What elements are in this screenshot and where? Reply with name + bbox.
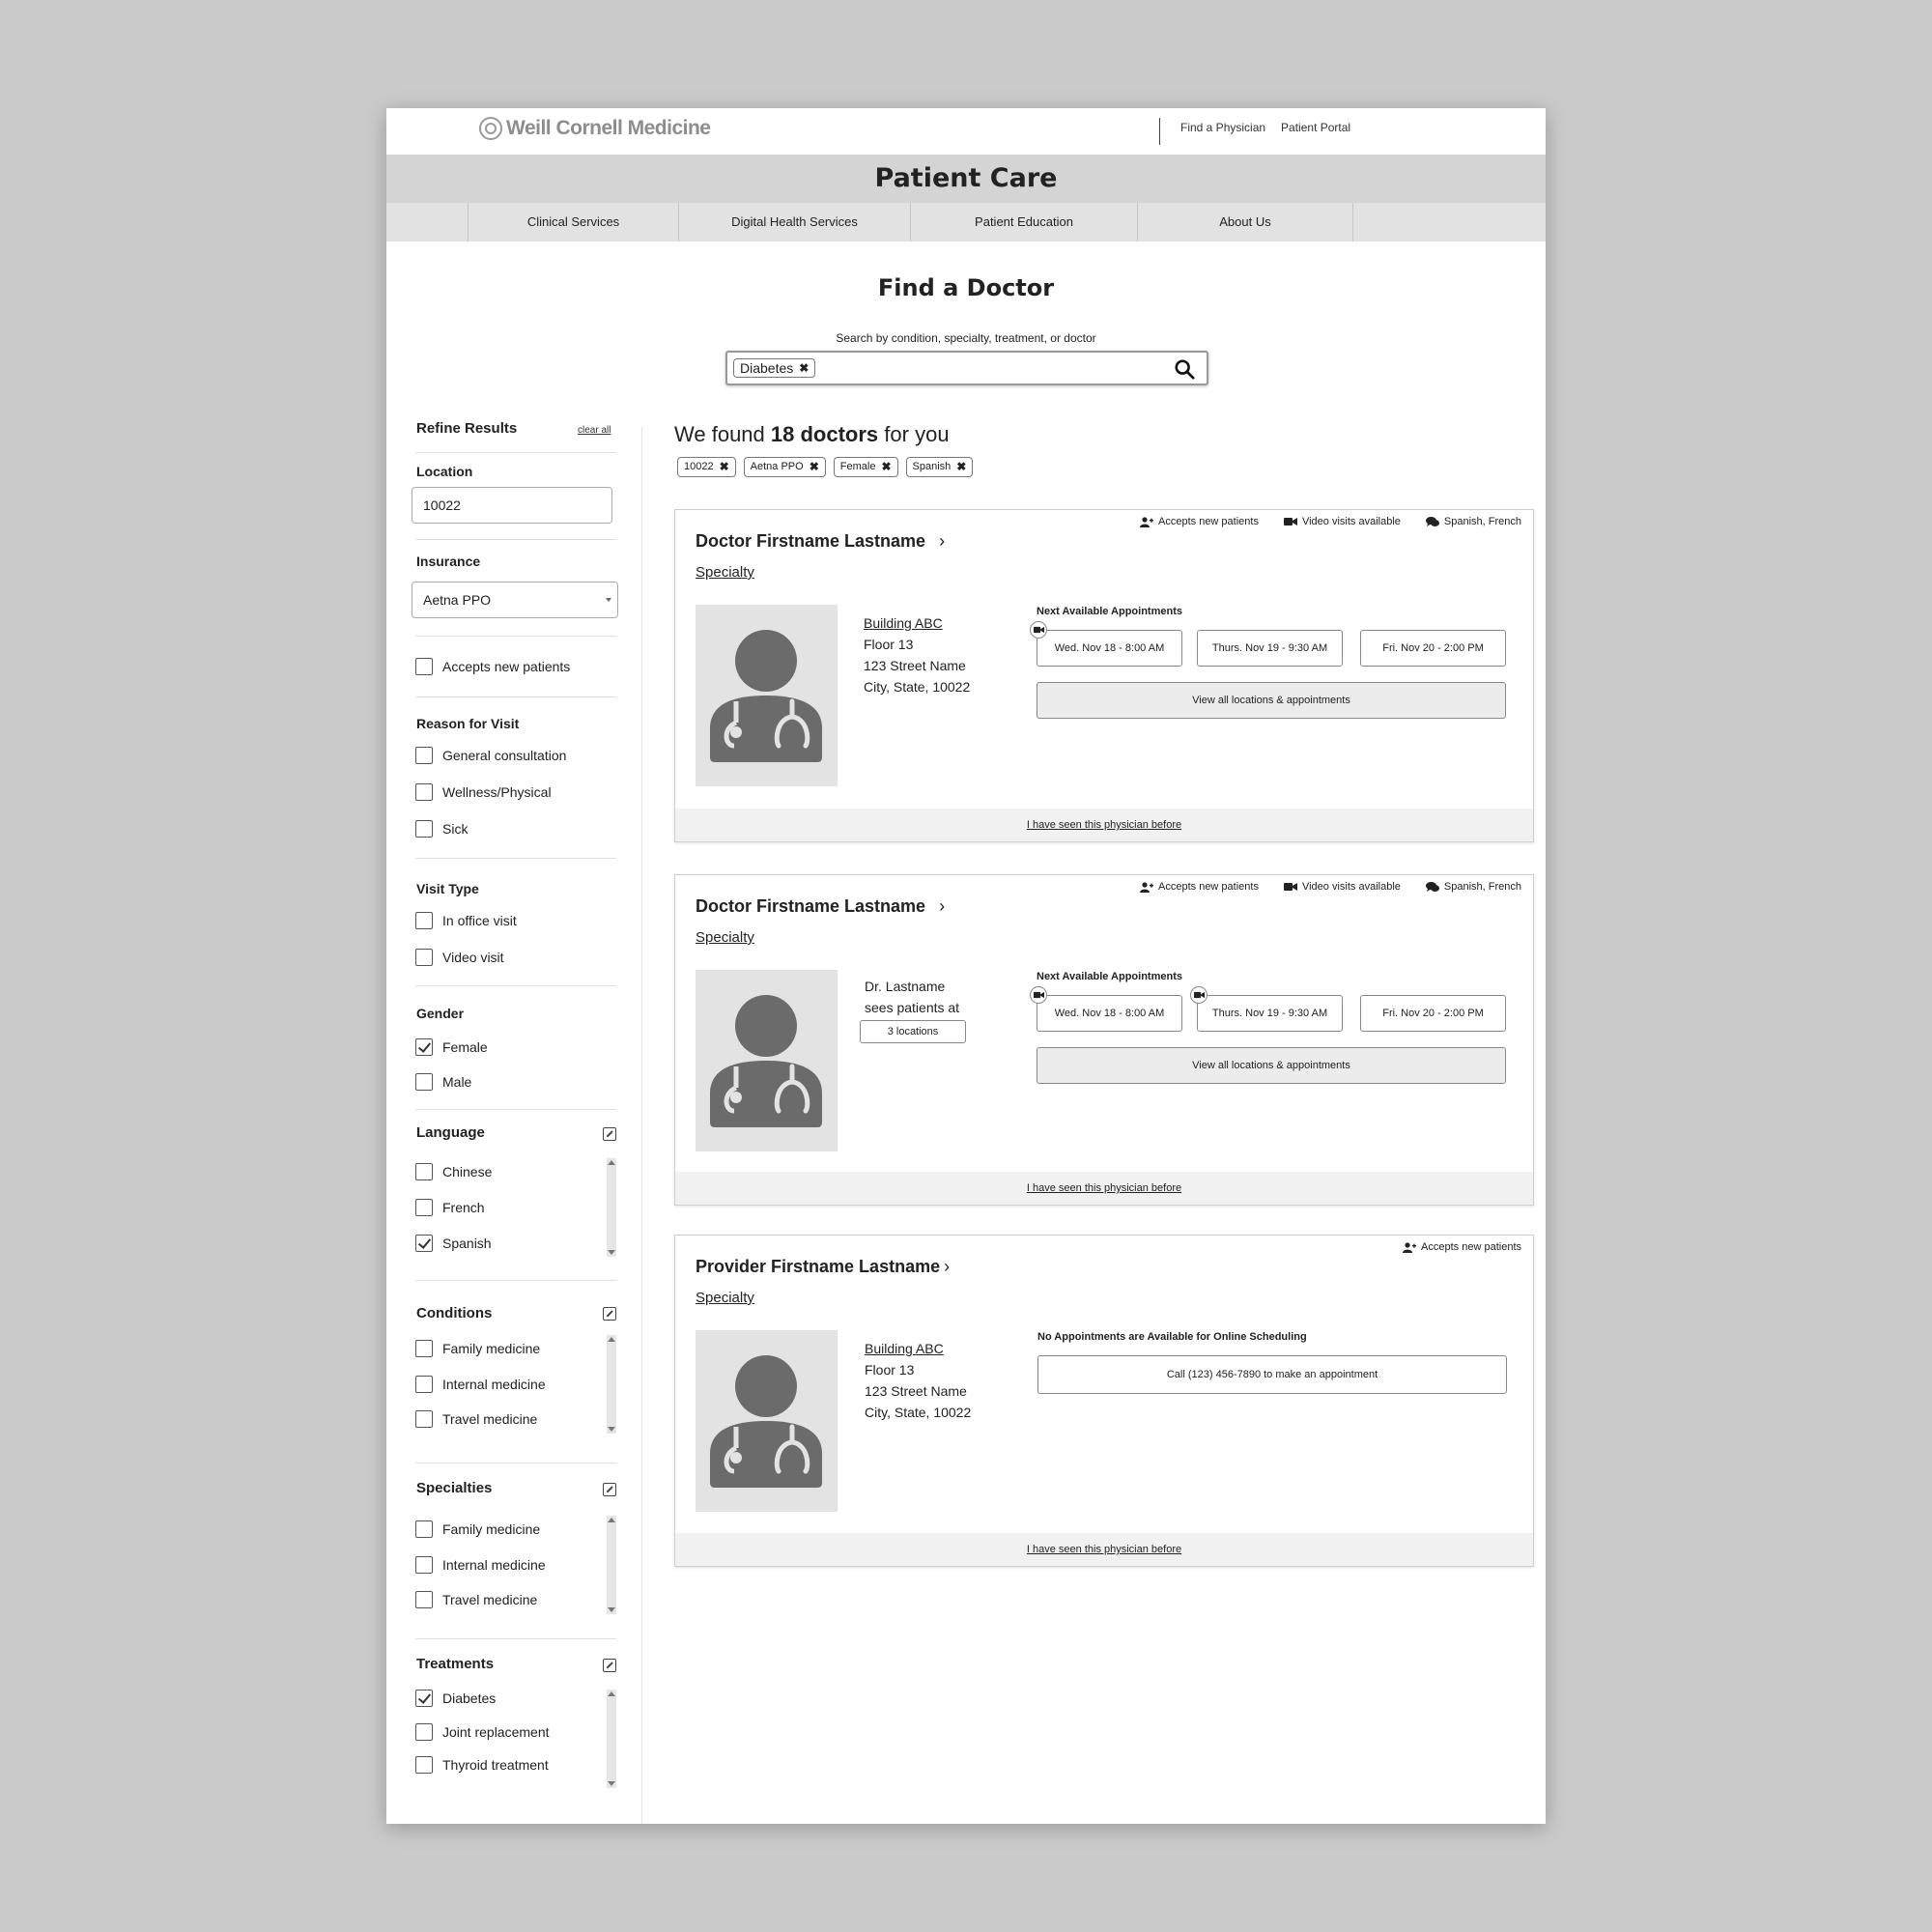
badge (1426, 516, 1521, 527)
badge (1140, 516, 1259, 527)
checkbox-label: Joint replacement (442, 1724, 550, 1740)
treatment-option[interactable] (415, 1756, 549, 1774)
close-icon[interactable]: ✖ (799, 361, 810, 375)
checkbox-label: Internal medicine (442, 1557, 546, 1573)
find-physician-link[interactable]: Find a Physician (1180, 121, 1266, 134)
doctor-name-link[interactable] (696, 896, 945, 917)
checkbox-label: Female (442, 1039, 488, 1055)
filter-chip[interactable] (744, 457, 826, 477)
expand-icon[interactable] (603, 1483, 616, 1496)
locations-button[interactable]: 3 locations (860, 1020, 966, 1043)
divider (415, 452, 616, 453)
checkbox[interactable] (415, 1520, 433, 1538)
sees-line: Dr. Lastname (865, 979, 946, 994)
section-band (386, 155, 1546, 203)
badge-label: Video visits available (1301, 516, 1401, 527)
address (864, 612, 970, 697)
filter-chip[interactable] (677, 457, 736, 477)
nav-about-us[interactable]: About Us (1137, 203, 1352, 242)
scroll-down-icon[interactable] (608, 1781, 615, 1786)
seal-icon (479, 117, 502, 140)
close-icon[interactable]: ✖ (956, 460, 967, 473)
insurance-select[interactable] (412, 582, 618, 618)
location-label: Location (416, 464, 473, 479)
checkbox-label: French (442, 1200, 485, 1215)
checkbox[interactable] (415, 1690, 433, 1707)
doctor-name-link[interactable] (696, 1257, 950, 1277)
checkbox[interactable] (415, 1410, 433, 1428)
slot-label: Thurs. Nov 19 - 9:30 AM (1211, 1008, 1328, 1019)
video-camera-icon (1030, 986, 1047, 1004)
checkbox-label: Sick (442, 821, 469, 837)
results-count: 18 doctors (770, 422, 879, 446)
appointments-title: Next Available Appointments (1037, 606, 1182, 617)
call-to-book-button[interactable]: Call (123) 456-7890 to make an appointment (1037, 1355, 1507, 1394)
location-input[interactable]: 10022 (412, 487, 612, 524)
doctor-card (674, 509, 1534, 842)
checkbox-label: Accepts new patients (442, 659, 571, 674)
appointment-slot-button[interactable] (1360, 995, 1506, 1032)
appointments-title: No Appointments are Available for Online Scheduling (1037, 1331, 1307, 1343)
search-hint: Search by condition, specialty, treatment, or doctor (836, 331, 1096, 345)
badge (1426, 881, 1521, 893)
checkbox-label: In office visit (442, 913, 517, 928)
doctor-avatar (696, 1330, 838, 1512)
language-option[interactable] (415, 1163, 492, 1180)
gender-option[interactable] (415, 1038, 488, 1056)
chevron-right-icon: › (939, 896, 946, 916)
chevron-right-icon: › (944, 1257, 951, 1276)
checkbox-label: Male (442, 1074, 472, 1090)
nav-digital-health-services[interactable]: Digital Health Services (678, 203, 910, 242)
insurance-value: Aetna PPO (423, 592, 492, 608)
sees-line: sees patients at (865, 1000, 960, 1015)
badge-label: Accepts new patients (1158, 516, 1259, 527)
filter-chip-label: 10022 (684, 461, 714, 472)
checkbox[interactable] (415, 949, 433, 966)
checkbox[interactable] (415, 1556, 433, 1574)
visit-type-option[interactable] (415, 912, 517, 929)
add-user-icon (1140, 882, 1153, 893)
checkbox[interactable] (415, 1199, 433, 1216)
video-camera-icon (1190, 986, 1208, 1004)
doctor-avatar (696, 605, 838, 786)
specialty-link[interactable]: Specialty (696, 929, 754, 946)
chat-bubbles-icon (1426, 882, 1439, 893)
checkbox-label: Thyroid treatment (442, 1757, 549, 1773)
scroll-down-icon[interactable] (608, 1607, 615, 1612)
conditions-label: Conditions (416, 1305, 493, 1321)
doctor-name: Doctor Firstname Lastname (696, 896, 926, 916)
sidebar-divider (641, 427, 642, 1824)
doctor-name: Doctor Firstname Lastname (696, 531, 926, 551)
doctor-avatar-icon (696, 970, 838, 1151)
doctor-name-link[interactable] (696, 531, 945, 552)
checkbox-label: General consultation (442, 748, 567, 763)
treatment-option[interactable] (415, 1690, 496, 1707)
visit-type-option[interactable] (415, 949, 504, 966)
checkbox-label: Family medicine (442, 1341, 541, 1356)
page-title: Find a Doctor (877, 274, 1055, 301)
divider (1159, 118, 1160, 145)
chevron-down-icon (606, 598, 611, 602)
refine-results-title: Refine Results (416, 420, 518, 437)
scroll-up-icon[interactable] (608, 1160, 615, 1165)
top-links (1180, 121, 1350, 134)
condition-option[interactable] (415, 1340, 540, 1357)
divider (415, 539, 616, 540)
nav-patient-education[interactable]: Patient Education (910, 203, 1137, 242)
reason-for-visit-label: Reason for Visit (416, 716, 520, 731)
doctor-card (674, 874, 1534, 1206)
address-line: City, State, 10022 (864, 679, 971, 695)
badge-label: Accepts new patients (1158, 881, 1259, 893)
top-bar (386, 108, 1546, 155)
checkbox-label: Travel medicine (442, 1592, 538, 1607)
badge-label: Accepts new patients (1421, 1241, 1521, 1253)
specialties-scrollbar[interactable] (607, 1516, 616, 1614)
checkbox-label: Internal medicine (442, 1377, 546, 1392)
treatment-option[interactable] (415, 1723, 550, 1741)
checkbox[interactable] (415, 1163, 433, 1180)
doctor-avatar-icon (696, 605, 838, 786)
language-option[interactable] (415, 1199, 485, 1216)
specialty-option[interactable] (415, 1556, 546, 1574)
badge-label: Spanish, French (1443, 516, 1521, 527)
results-prefix: We found (674, 422, 765, 446)
checkbox[interactable] (415, 1235, 433, 1252)
card-badges (1403, 1241, 1521, 1253)
slot-label: Wed. Nov 18 - 8:00 AM (1054, 1008, 1165, 1019)
filter-chip[interactable] (906, 457, 974, 477)
card-badges (1140, 881, 1521, 893)
appointment-slot-button[interactable] (1197, 995, 1343, 1032)
badge (1140, 881, 1259, 893)
address-line: Floor 13 (865, 1362, 915, 1378)
badge (1284, 881, 1401, 893)
badge (1403, 1241, 1521, 1253)
close-icon[interactable]: ✖ (719, 460, 729, 473)
visit-type-label: Visit Type (416, 881, 479, 896)
video-camera-icon (1284, 517, 1297, 526)
divider (415, 636, 616, 637)
accepts-new-patients-checkbox[interactable] (415, 658, 570, 675)
expand-icon[interactable] (603, 1307, 616, 1321)
divider (415, 696, 616, 697)
seen-physician-link[interactable]: I have seen this physician before (675, 1533, 1533, 1566)
gender-option[interactable] (415, 1073, 471, 1091)
section-title: Patient Care (874, 163, 1058, 193)
search-icon[interactable] (1174, 358, 1195, 380)
language-scrollbar[interactable] (607, 1158, 616, 1257)
results-suffix: for you (884, 422, 950, 446)
view-all-appointments-button[interactable]: View all locations & appointments (1037, 682, 1506, 719)
checkbox[interactable] (415, 1073, 433, 1091)
close-icon[interactable]: ✖ (809, 460, 819, 473)
reason-option[interactable] (415, 820, 468, 838)
address-line: Floor 13 (864, 637, 914, 652)
checkbox-label: Wellness/Physical (442, 784, 552, 800)
seen-physician-link[interactable]: I have seen this physician before (675, 1172, 1533, 1205)
treatments-scrollbar[interactable] (607, 1690, 616, 1788)
reason-option[interactable] (415, 783, 552, 801)
chevron-right-icon: › (939, 531, 946, 551)
scroll-up-icon[interactable] (608, 1337, 615, 1342)
checkbox[interactable] (415, 783, 433, 801)
sees-patients-text (865, 976, 959, 1018)
divider (415, 858, 616, 859)
slot-label: Wed. Nov 18 - 8:00 AM (1054, 642, 1165, 654)
checkbox-label: Travel medicine (442, 1411, 538, 1427)
checkbox[interactable] (415, 658, 433, 675)
filter-chip-label: Female (839, 461, 876, 472)
logo[interactable] (479, 116, 711, 141)
specialty-option[interactable] (415, 1520, 540, 1538)
checkbox-label: Chinese (442, 1164, 493, 1179)
patient-portal-link[interactable]: Patient Portal (1281, 121, 1351, 134)
expand-icon[interactable] (603, 1659, 616, 1672)
appointments-title: Next Available Appointments (1037, 971, 1182, 982)
scroll-down-icon[interactable] (608, 1250, 615, 1255)
doctor-name: Provider Firstname Lastname (696, 1257, 941, 1276)
checkbox[interactable] (415, 912, 433, 929)
specialty-option[interactable] (415, 1591, 537, 1608)
address-line: 123 Street Name (864, 658, 966, 673)
divider (415, 1638, 616, 1639)
checkbox[interactable] (415, 747, 433, 764)
results-heading (674, 422, 950, 447)
doctor-avatar (696, 970, 838, 1151)
card-badges (1140, 516, 1521, 527)
address-line: 123 Street Name (865, 1383, 967, 1399)
view-all-appointments-button[interactable]: View all locations & appointments (1037, 1047, 1506, 1084)
video-camera-icon (1284, 882, 1297, 892)
checkbox[interactable] (415, 1340, 433, 1357)
checkbox[interactable] (415, 1591, 433, 1608)
checkbox-label: Spanish (442, 1236, 492, 1251)
expand-icon[interactable] (603, 1127, 616, 1141)
filter-chip-label: Spanish (912, 461, 952, 472)
address-line: City, State, 10022 (865, 1405, 972, 1420)
doctor-avatar-icon (696, 1330, 838, 1512)
checkbox[interactable] (415, 1756, 433, 1774)
gender-label: Gender (416, 1006, 465, 1021)
nav-divider (1352, 203, 1353, 242)
slot-label: Fri. Nov 20 - 2:00 PM (1382, 1008, 1484, 1019)
checkbox[interactable] (415, 1376, 433, 1393)
badge-label: Video visits available (1301, 881, 1401, 893)
checkbox[interactable] (415, 1723, 433, 1741)
doctor-card (674, 1235, 1534, 1567)
treatments-label: Treatments (416, 1656, 495, 1672)
language-label: Language (416, 1124, 485, 1141)
reason-option[interactable] (415, 747, 566, 764)
scroll-up-icon[interactable] (608, 1518, 615, 1522)
main-nav (386, 203, 1546, 242)
condition-option[interactable] (415, 1376, 546, 1393)
divider (415, 1109, 616, 1110)
search-input[interactable] (725, 351, 1208, 385)
specialties-label: Specialties (416, 1480, 493, 1496)
add-user-icon (1403, 1242, 1416, 1253)
page (386, 108, 1546, 1824)
language-option[interactable] (415, 1235, 492, 1252)
insurance-label: Insurance (416, 554, 481, 569)
search-chip[interactable] (733, 358, 815, 378)
divider (415, 1280, 616, 1281)
seen-physician-link[interactable]: I have seen this physician before (675, 809, 1533, 841)
building-link[interactable]: Building ABC (865, 1341, 944, 1356)
video-camera-icon (1030, 621, 1047, 639)
badge (1284, 516, 1401, 527)
scroll-down-icon[interactable] (608, 1427, 615, 1432)
chat-bubbles-icon (1426, 517, 1439, 527)
active-filters (677, 457, 973, 477)
appointment-slot-button[interactable] (1037, 630, 1182, 667)
address (865, 1338, 971, 1423)
conditions-scrollbar[interactable] (607, 1335, 616, 1434)
checkbox[interactable] (415, 820, 433, 838)
logo-text: Weill Cornell Medicine (506, 117, 711, 139)
checkbox-label: Family medicine (442, 1521, 541, 1537)
checkbox-label: Video visit (442, 950, 504, 965)
filter-chip-label: Aetna PPO (750, 461, 804, 472)
appointment-slot-button[interactable] (1360, 630, 1506, 667)
checkbox-label: Diabetes (442, 1690, 497, 1706)
filter-chip[interactable] (834, 457, 898, 477)
search-chip-label: Diabetes (740, 360, 794, 376)
add-user-icon (1140, 517, 1153, 527)
condition-option[interactable] (415, 1410, 537, 1428)
specialty-link[interactable]: Specialty (696, 564, 754, 581)
close-icon[interactable]: ✖ (881, 460, 892, 473)
appointment-slot-button[interactable] (1037, 995, 1182, 1032)
slot-label: Fri. Nov 20 - 2:00 PM (1382, 642, 1484, 654)
clear-all-link[interactable]: clear all (578, 425, 611, 436)
checkbox[interactable] (415, 1038, 433, 1056)
scroll-up-icon[interactable] (608, 1691, 615, 1696)
specialty-link[interactable]: Specialty (696, 1290, 754, 1306)
slot-label: Thurs. Nov 19 - 9:30 AM (1211, 642, 1328, 654)
badge-label: Spanish, French (1443, 881, 1521, 893)
building-link[interactable]: Building ABC (864, 615, 943, 631)
nav-clinical-services[interactable]: Clinical Services (468, 203, 678, 242)
divider (415, 985, 616, 986)
appointment-slot-button[interactable] (1197, 630, 1343, 667)
